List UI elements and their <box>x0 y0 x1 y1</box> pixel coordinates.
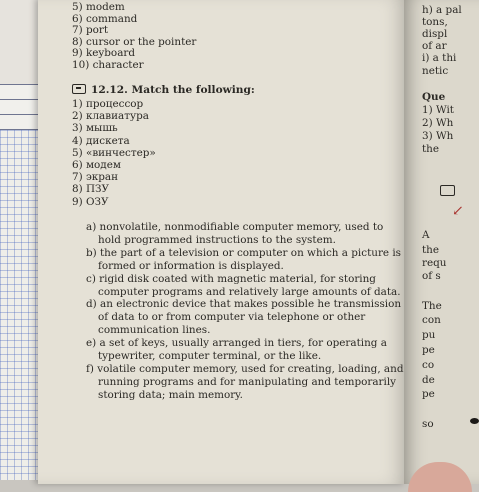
right-page-fragment: 1) Wit <box>422 104 454 116</box>
list-item: 7) port <box>72 24 109 37</box>
right-page-fragment: netic <box>422 65 449 77</box>
list-item: 5) «винчестер» <box>72 146 156 159</box>
exercise-heading <box>72 84 255 96</box>
list-item: 9) keyboard <box>72 47 136 60</box>
right-page-fragment: the <box>422 244 440 256</box>
book-icon <box>440 185 455 196</box>
right-page-fragment: so <box>422 418 434 430</box>
list-item: 8) ПЗУ <box>72 183 110 196</box>
definition-item: a) nonvolatile, nonmodifiable computer memory, used to hold programmed instructions to the system. <box>86 221 384 246</box>
right-page-fragment: pe <box>422 344 435 356</box>
right-page-fragment: 2) Wh <box>422 117 454 129</box>
right-page-fragment: i) a thi <box>422 52 457 64</box>
right-page-fragment: pe <box>422 388 435 400</box>
definitions-list <box>86 221 404 402</box>
book-icon <box>72 84 86 94</box>
right-page-fragment: A <box>422 229 430 241</box>
right-page-fragment: the <box>422 143 440 155</box>
list-item: 1) процессор <box>72 98 144 110</box>
right-page-fragment: tons, <box>422 16 448 28</box>
right-page-fragment: Que <box>422 91 446 103</box>
right-page-fragment: h) a pal <box>422 4 462 16</box>
list-item: 4) дискета <box>72 134 130 147</box>
list-item: 8) cursor or the pointer <box>72 35 197 48</box>
right-page-fragment: The <box>422 300 442 312</box>
exercise-title: 12.12. Match the following: <box>91 84 255 96</box>
list-item: 2) клавиатура <box>72 110 149 123</box>
list-item: 5) modem <box>72 1 125 13</box>
right-page-fragment: of s <box>422 270 441 282</box>
definition-item: b) the part of a television or computer on which a picture is formed or information is displayed. <box>86 246 402 272</box>
list-item: 7) экран <box>72 171 119 184</box>
right-page-fragment: pu <box>422 329 436 341</box>
right-page-fragment: displ <box>422 28 448 40</box>
right-book-page <box>404 0 479 484</box>
list-item: 6) command <box>72 12 138 25</box>
definition-item: e) a set of keys, usually arranged in tiers, for operating a typewriter, computer terminal, or the like. <box>86 337 387 363</box>
definition-item: c) rigid disk coated with magnetic material, for storing computer programs and relatively large amounts of data. <box>86 272 401 298</box>
list-item: 10) character <box>72 58 144 71</box>
list-item: 6) модем <box>72 159 121 172</box>
red-arrow-icon: ↙ <box>452 203 464 219</box>
right-page-fragment: con <box>422 314 441 326</box>
russian-terms-list <box>72 98 156 208</box>
list-item: 3) мышь <box>72 122 118 135</box>
definition-item: f) volatile computer memory, used for creating, loading, and running programs and for manipulating and temporarily storing data; main memory. <box>86 362 404 401</box>
vocabulary-list <box>72 2 196 72</box>
right-page-fragment: of ar <box>422 40 447 52</box>
ink-blot-icon <box>470 418 479 424</box>
right-page-fragment: 3) Wh <box>422 130 454 142</box>
definition-item: d) an electronic device that makes possible he transmission of data to or from computer via telephone or other communication lines. <box>86 298 402 337</box>
right-page-fragment: co <box>422 359 435 371</box>
background-grid-paper <box>0 130 40 480</box>
right-page-fragment: de <box>422 374 435 386</box>
right-page-fragment: requ <box>422 257 447 269</box>
list-item: 9) ОЗУ <box>72 195 109 208</box>
